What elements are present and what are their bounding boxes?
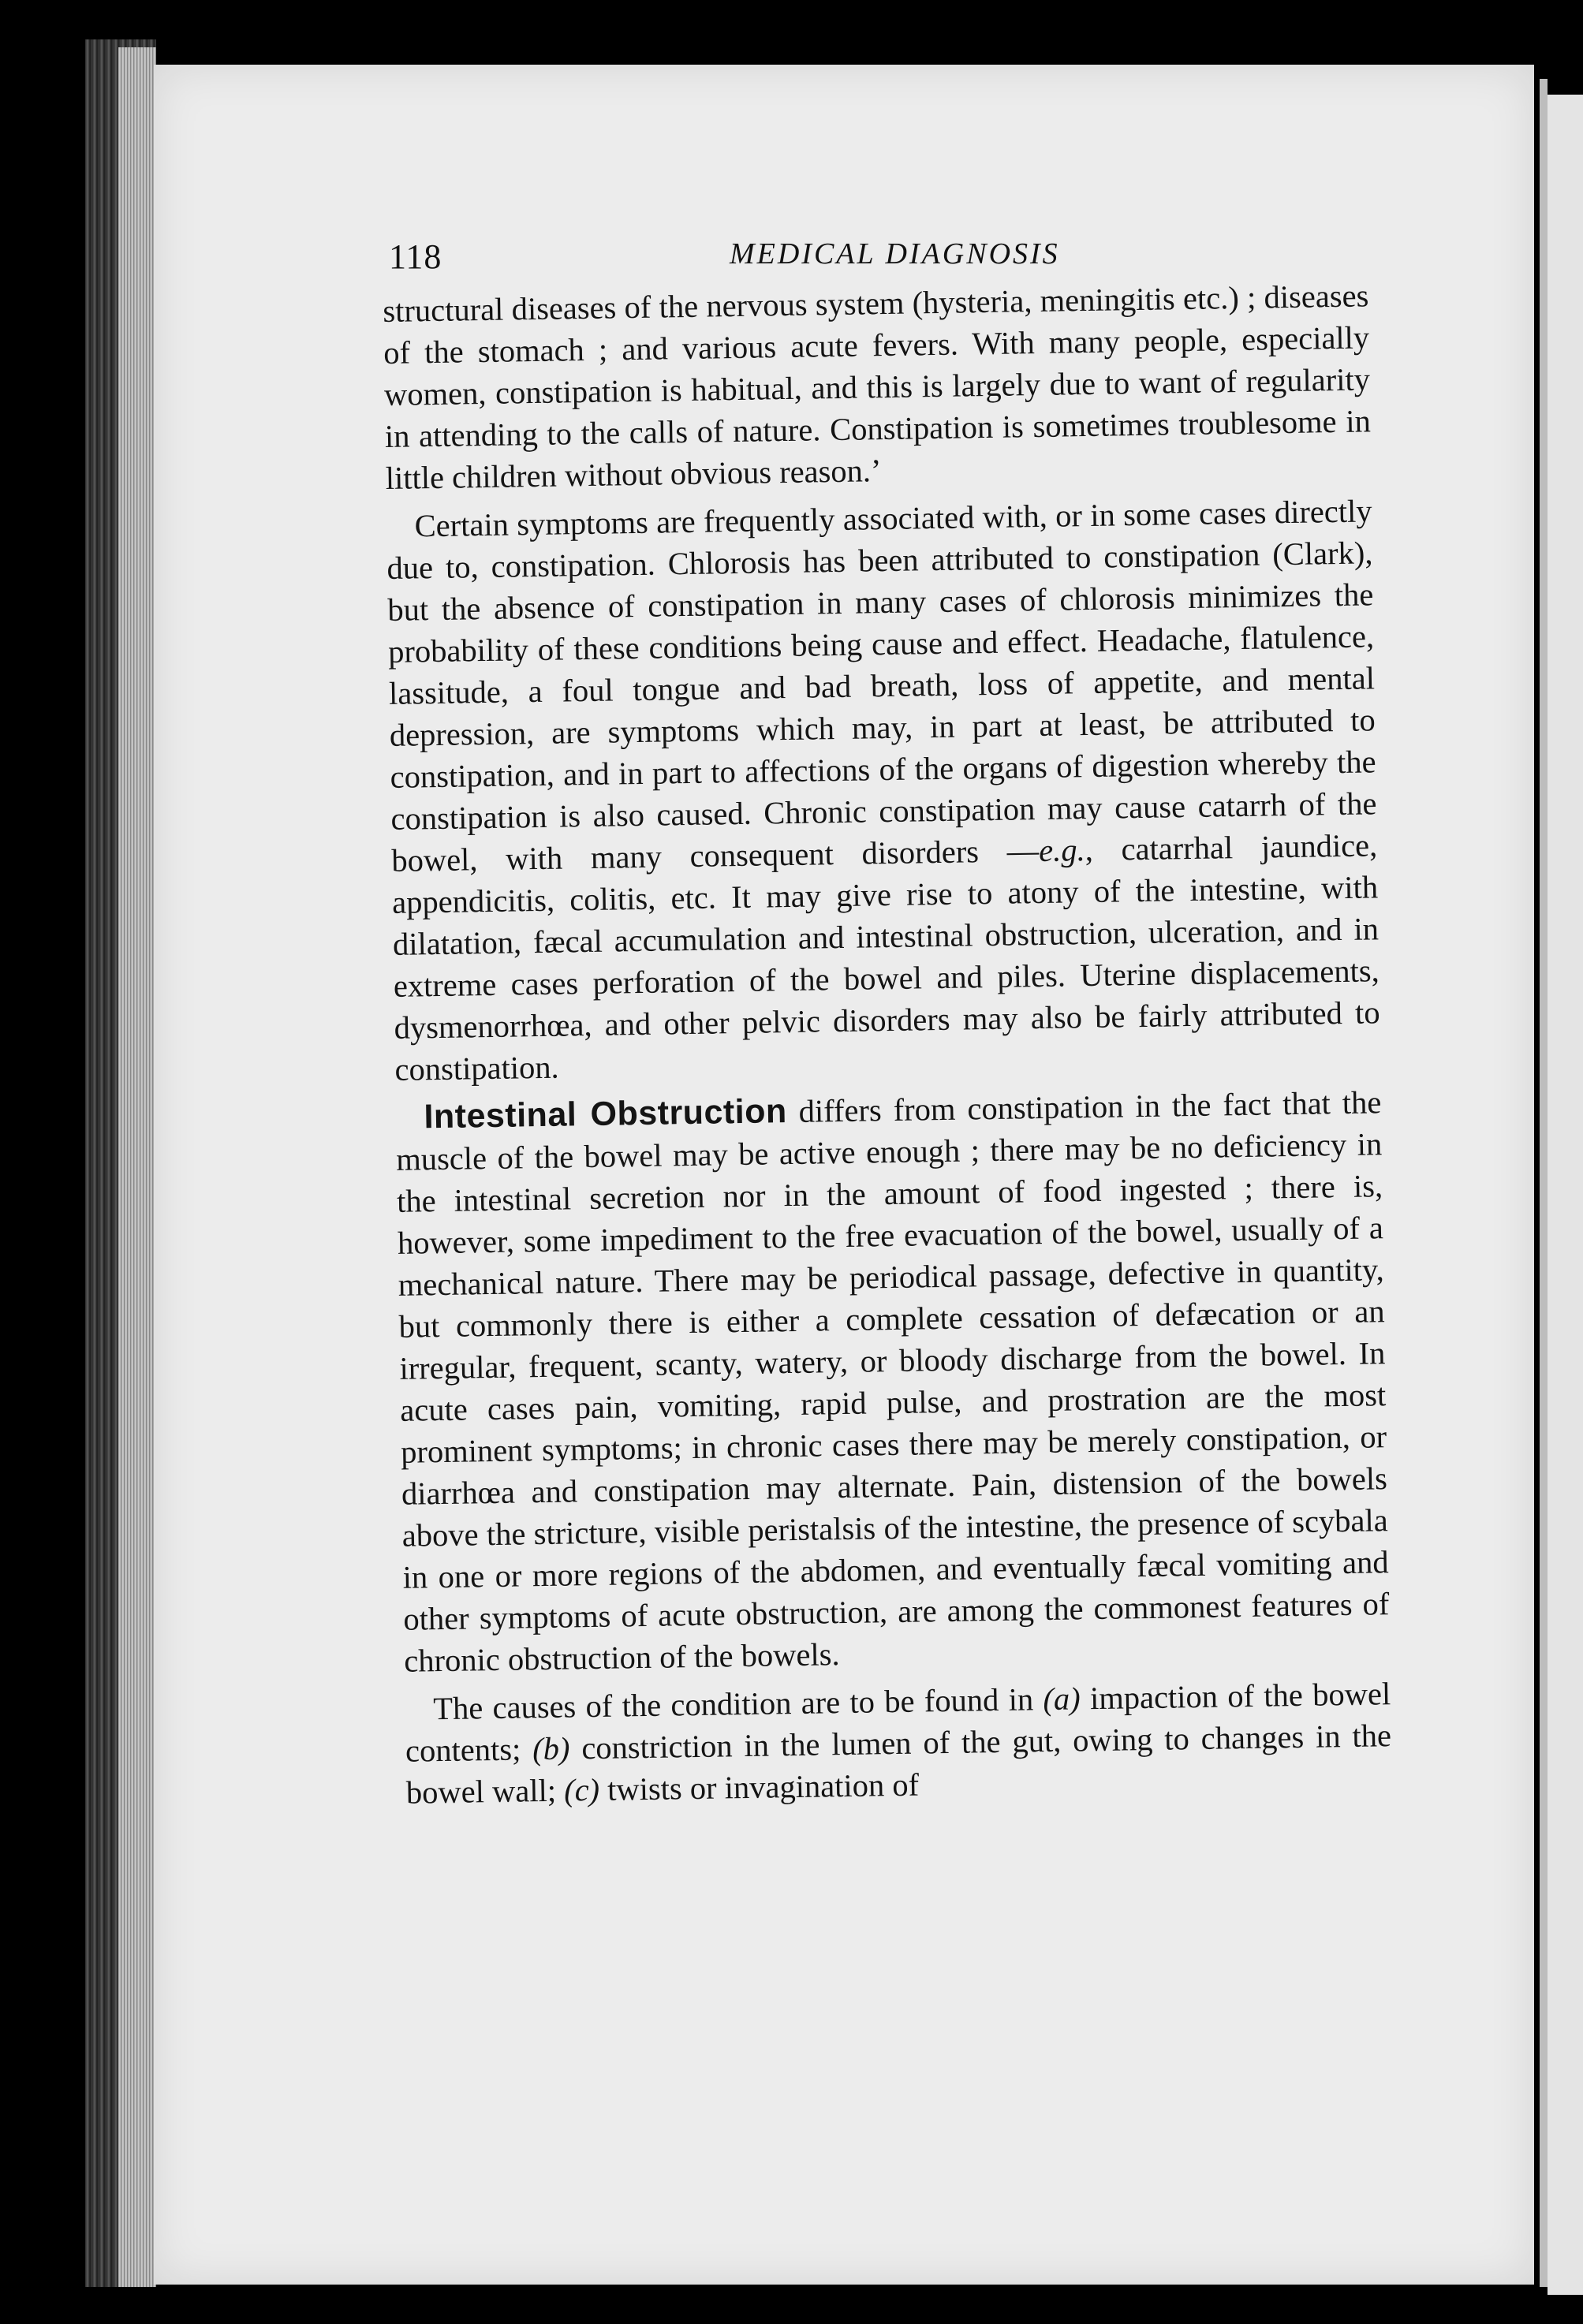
body-text [383, 274, 1392, 1819]
paragraph-1-text: structural diseases of the nervous system (hysteria, meningitis etc.) ; diseases of the stomach ; and various acute fevers. With many people, especially women, constipation is habitual, and this is largely due to want of regularity in attending to the calls of nature. Constipation is sometimes troublesome in little children without obvious reason.’ [383, 278, 1372, 496]
paragraph-4 [405, 1673, 1392, 1814]
facing-page-edge [1548, 95, 1583, 2295]
list-marker-c: (c) [563, 1771, 600, 1808]
page-number: 118 [389, 237, 442, 276]
right-page-gutter [1540, 79, 1548, 2287]
list-marker-b: (b) [532, 1730, 570, 1767]
paragraph-2-text-end: , catarrhal jaundice, appendicitis, colitis, etc. It may give rise to atony of the intestine, with dilatation, fæcal accumulation and intestinal obstruction, ulceration, and in extreme cases perforation of the bowel and piles. Uterine displacements, dysmenorrhœa, and other pelvic disorders may also be fairly attributed to constipation. [391, 827, 1380, 1087]
paragraph-4-text-3: constriction in the lumen of the gut, owing to changes in the bowel wall; [405, 1718, 1392, 1811]
paragraph-4-text-1: The causes of the condition are to be found in [432, 1681, 1044, 1727]
book-page-edges [118, 47, 156, 2287]
paragraph-3 [395, 1081, 1391, 1682]
list-marker-a: (a) [1043, 1681, 1081, 1718]
running-head: MEDICAL DIAGNOSIS [730, 237, 1060, 270]
paragraph-2-text-start: Certain symptoms are frequently associated with, or in some cases directly due to, constipation. Chlorosis has been attributed to constipation (Clark), but the absence of constipation in many cases of chlorosis minimizes the probability of these conditions being cause and effect. Headache, flatulence, lassitude, a foul tongue and bad breath, loss of appetite, and mental depression, are symptoms which may, in part at least, be attributed to constipation, and in part to affections of the organs of digestion whereby the constipation is also caused. Chronic constipation may cause catarrh of the bowel, with many consequent disorders — [386, 493, 1377, 878]
section-heading-intestinal-obstruction: Intestinal Obstruction [424, 1092, 788, 1136]
paragraph-1 [383, 274, 1372, 499]
paragraph-3-text: differs from constipation in the fact that the muscle of the bowel may be active enough ; there may be no deficiency in the intestinal secretion nor in the amount of food ingested ; there is, however, some impediment to the free evacuation of the bowel, usually of a mechanical nature. There may be periodical passage, defective in quantity, but commonly there is either a complete cessation of defæcation or an irregular, frequent, scanty, watery, or bloody discharge from the bowel. In acute cases pain, vomiting, rapid pulse, and prostration are the most prominent symptoms; in chronic cases there may be merely constipation, or diarrhœa and constipation may alternate. Pain, distension of the bowels above the stricture, visible peristalsis of the intestine, the presence of scybala in one or more regions of the abdomen, and eventually fæcal vomiting and other symptoms of acute obstruction, are among the commonest features of chronic obstruction of the bowels. [395, 1084, 1390, 1679]
abbreviation-eg: e.g. [1038, 832, 1086, 869]
paragraph-4-text-2: impaction of the bowel contents; [405, 1676, 1391, 1769]
paragraph-2 [386, 490, 1381, 1091]
paragraph-4-text-4: twists or invagination of [599, 1766, 920, 1807]
